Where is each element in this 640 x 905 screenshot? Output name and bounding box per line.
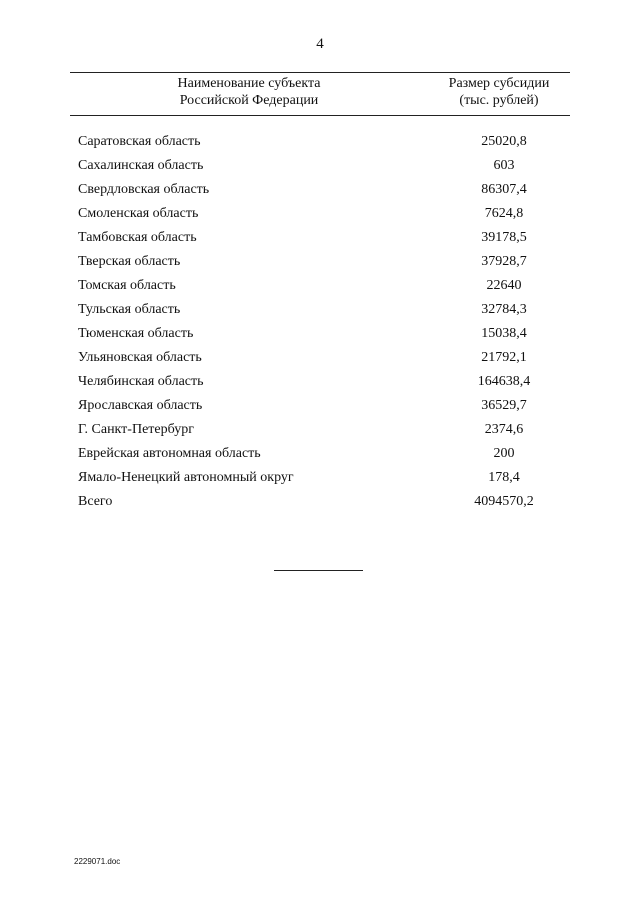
table-row <box>70 346 570 370</box>
row-subject-name: Челябинская область <box>78 374 204 389</box>
row-subsidy-value: 2374,6 <box>484 422 524 437</box>
row-subsidy-value: 178,4 <box>488 470 520 485</box>
table-row <box>70 466 570 490</box>
row-subsidy-value: 603 <box>493 158 515 173</box>
document-end-line <box>274 570 363 571</box>
table-row <box>70 442 570 466</box>
row-subsidy-value: 22640 <box>486 278 522 293</box>
row-subject-name: Томская область <box>78 278 176 293</box>
table-body <box>70 130 570 514</box>
subsidy-table <box>70 72 570 514</box>
row-subject-name: Саратовская область <box>78 134 201 149</box>
row-subject-name: Ульяновская область <box>78 350 202 365</box>
footer-document-code: 2229071.doc <box>74 857 121 866</box>
row-subject-name: Г. Санкт-Петербург <box>78 422 194 437</box>
table-row <box>70 154 570 178</box>
table-row <box>70 250 570 274</box>
row-subsidy-value: 15038,4 <box>481 326 527 341</box>
table-row <box>70 322 570 346</box>
row-subject-name: Ярославская область <box>78 398 203 413</box>
row-subsidy-value: 36529,7 <box>481 398 527 413</box>
row-subject-name: Сахалинская область <box>78 158 204 173</box>
row-subsidy-value: 32784,3 <box>481 302 527 317</box>
row-total-label: Всего <box>78 494 113 509</box>
table-row-total <box>70 490 570 514</box>
table-row <box>70 130 570 154</box>
page-number: 4 <box>316 36 324 52</box>
table-row <box>70 274 570 298</box>
table-row <box>70 370 570 394</box>
row-subsidy-value: 37928,7 <box>481 254 527 269</box>
header-subsidy-amount <box>428 75 570 109</box>
table-row <box>70 178 570 202</box>
row-subject-name: Тверская область <box>78 254 181 269</box>
row-subject-name: Тамбовская область <box>78 230 197 245</box>
header-subject-name <box>70 75 428 109</box>
table-row <box>70 226 570 250</box>
row-subsidy-value: 25020,8 <box>481 134 527 149</box>
row-subsidy-value: 7624,8 <box>484 206 524 221</box>
row-total-value: 4094570,2 <box>474 494 534 509</box>
row-subsidy-value: 21792,1 <box>481 350 527 365</box>
row-subsidy-value: 86307,4 <box>481 182 527 197</box>
row-subject-name: Ямало-Ненецкий автономный округ <box>78 470 294 485</box>
row-subject-name: Смоленская область <box>78 206 199 221</box>
table-row <box>70 394 570 418</box>
header-subsidy-amount-line1: Размер субсидии <box>448 76 550 91</box>
row-subject-name: Свердловская область <box>78 182 210 197</box>
row-subsidy-value: 39178,5 <box>481 230 527 245</box>
header-subsidy-amount-line2: (тыс. рублей) <box>459 93 539 108</box>
table-header-rule <box>70 115 570 116</box>
row-subsidy-value: 164638,4 <box>477 374 531 389</box>
header-subject-name-line1: Наименование субъекта <box>177 76 321 91</box>
table-row <box>70 298 570 322</box>
row-subject-name: Тульская область <box>78 302 181 317</box>
row-subject-name: Еврейская автономная область <box>78 446 261 461</box>
table-row <box>70 202 570 226</box>
header-subject-name-line2: Российской Федерации <box>179 93 319 108</box>
row-subsidy-value: 200 <box>493 446 515 461</box>
table-header <box>70 73 570 115</box>
table-row <box>70 418 570 442</box>
row-subject-name: Тюменская область <box>78 326 194 341</box>
